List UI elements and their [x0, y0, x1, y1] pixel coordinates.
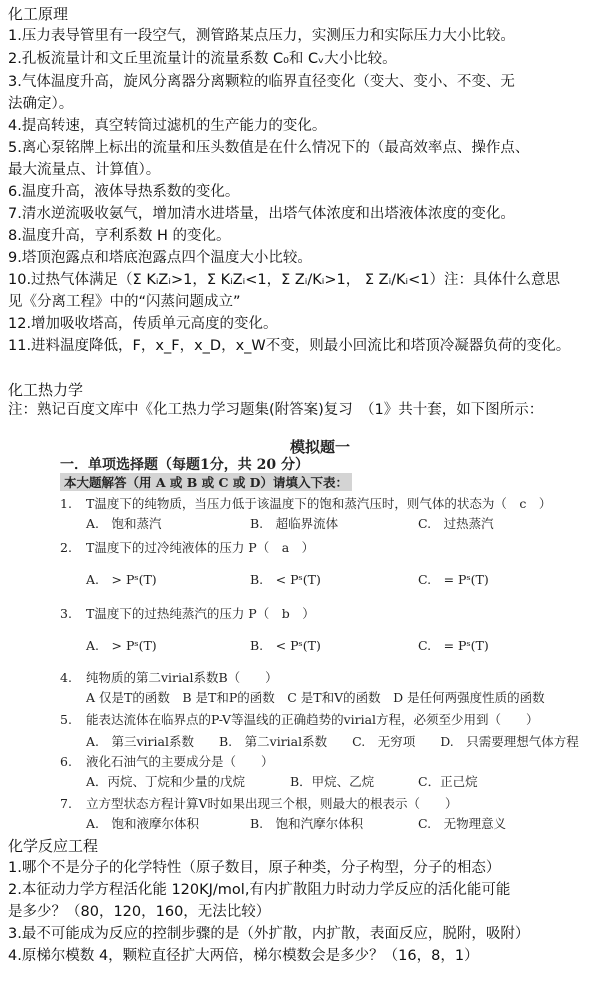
list-item: 3.最不可能成为反应的控制步骤的是（外扩散，内扩散，表面反应，脱附，吸附）	[8, 926, 530, 942]
list-item: 法确定）。	[8, 96, 74, 112]
list-item: 4.提高转速，真空转筒过滤机的生产能力的变化。	[8, 118, 327, 134]
list-item: 9.塔顶泡露点和塔底泡露点四个温度大小比较。	[8, 250, 312, 266]
exam-option: C．正己烷	[418, 774, 478, 789]
list-item: 1.哪个不是分子的化学特性（原子数目，原子种类，分子构型，分子的相态）	[8, 860, 501, 876]
exam-option: C. = Pˢ(T)	[418, 572, 489, 587]
note-text: 注：熟记百度文库中《化工热力学习题集(附答案)复习 （1》共十套，如下图所示：	[8, 402, 544, 418]
exam-image	[40, 432, 600, 832]
exam-question: 5. 能表达流体在临界点的P-V等温线的正确趋势的virial方程，必须至少用到（ ）	[60, 712, 539, 727]
exam-question: 4. 纯物质的第二virial系数B（ ）	[60, 670, 278, 685]
list-item: 8.温度升高，亨利系数 H 的变化。	[8, 228, 231, 244]
exam-option: B. < Pˢ(T)	[250, 572, 321, 587]
exam-option: B. 超临界流体	[250, 516, 339, 531]
list-item: 3.气体温度升高，旋风分离器分离颗粒的临界直径变化（变大、变小、不变、无	[8, 74, 515, 90]
exam-option: A. > Pˢ(T)	[86, 572, 157, 587]
exam-option: B. 饱和汽摩尔体积	[250, 816, 364, 831]
list-item: 2.本征动力学方程活化能 120KJ/mol,有内扩散阻力时动力学反应的活化能可能	[8, 882, 511, 898]
exam-option: B. < Pˢ(T)	[250, 638, 321, 653]
exam-option: C. 过热蒸汽	[418, 516, 494, 531]
list-item: 5.离心泵铭牌上标出的流量和压头数值是在什么情况下的（最高效率点、操作点、	[8, 140, 530, 156]
exam-part-heading: 一．单项选择题（每题1分，共 20 分）	[60, 457, 309, 473]
list-item: 7.清水逆流吸收氨气，增加清水进塔量，出塔气体浓度和出塔液体浓度的变化。	[8, 206, 515, 222]
exam-option: C. 无物理意义	[418, 816, 507, 831]
exam-question: 1. T温度下的纯物质，当压力低于该温度下的饱和蒸汽压时，则气体的状态为（ c ）	[60, 496, 552, 511]
exam-option: A．丙烷、丁烷和少量的戊烷	[86, 774, 246, 789]
section-title-thermodynamics: 化工热力学	[8, 381, 84, 399]
list-item: 10.过热气体满足（Σ KᵢZᵢ>1，Σ KᵢZᵢ<1，Σ Zᵢ/Kᵢ>1， Σ Zᵢ/Kᵢ<1）注：具体什么意思	[8, 272, 561, 288]
exam-option: A. 第三virial系数 B. 第二virial系数 C. 无穷项 D. 只需要理想气体方程	[86, 734, 579, 749]
exam-option: C. = Pˢ(T)	[418, 638, 489, 653]
list-item: 1.压力表导管里有一段空气，测管路某点压力，实测压力和实际压力大小比较。	[8, 28, 515, 44]
exam-question: 2. T温度下的过冷纯液体的压力 P（ a ）	[60, 540, 315, 555]
list-item: 4.原梯尔模数 4，颗粒直径扩大两倍，梯尔模数会是多少？（16，8，1）	[8, 948, 479, 964]
list-item: 11.进料温度降低，F，x_F，x_D，x_W不变，则最小回流比和塔顶冷凝器负荷的变化。	[8, 338, 571, 354]
exam-option: A 仅是T的函数 B 是T和P的函数 C 是T和V的函数 D 是任何两强度性质的函数	[86, 690, 545, 705]
exam-question: 6. 液化石油气的主要成分是（ ）	[60, 754, 274, 769]
section-title-principles: 化工原理	[8, 5, 69, 23]
list-item: 12.增加吸收塔高，传质单元高度的变化。	[8, 316, 278, 332]
list-item: 6.温度升高，液体导热系数的变化。	[8, 184, 240, 200]
exam-title: 模拟题一	[289, 438, 350, 456]
list-item: 见《分离工程》中的“闪蒸问题成立”	[8, 294, 241, 310]
exam-option: A. 饱和液摩尔体积	[86, 816, 200, 831]
exam-option: A. 饱和蒸汽	[86, 516, 162, 531]
exam-option: A. > Pˢ(T)	[86, 638, 157, 653]
exam-question: 7. 立方型状态方程计算V时如果出现三个根，则最大的根表示（ ）	[60, 796, 458, 811]
exam-option: B．甲烷、乙烷	[290, 774, 375, 789]
list-item: 2.孔板流量计和文丘里流量计的流量系数 C₀和 Cᵥ大小比较。	[8, 51, 397, 67]
list-item: 是多少？（80，120，160，无法比较）	[8, 904, 271, 920]
list-item: 最大流量点、计算值）。	[8, 162, 161, 178]
exam-question: 3. T温度下的过热纯蒸汽的压力 P（ b ）	[60, 606, 315, 621]
exam-instruction: 本大题解答（用 A 或 B 或 C 或 D）请填入下表：	[60, 473, 352, 491]
section-title-reaction-engineering: 化学反应工程	[8, 837, 99, 855]
